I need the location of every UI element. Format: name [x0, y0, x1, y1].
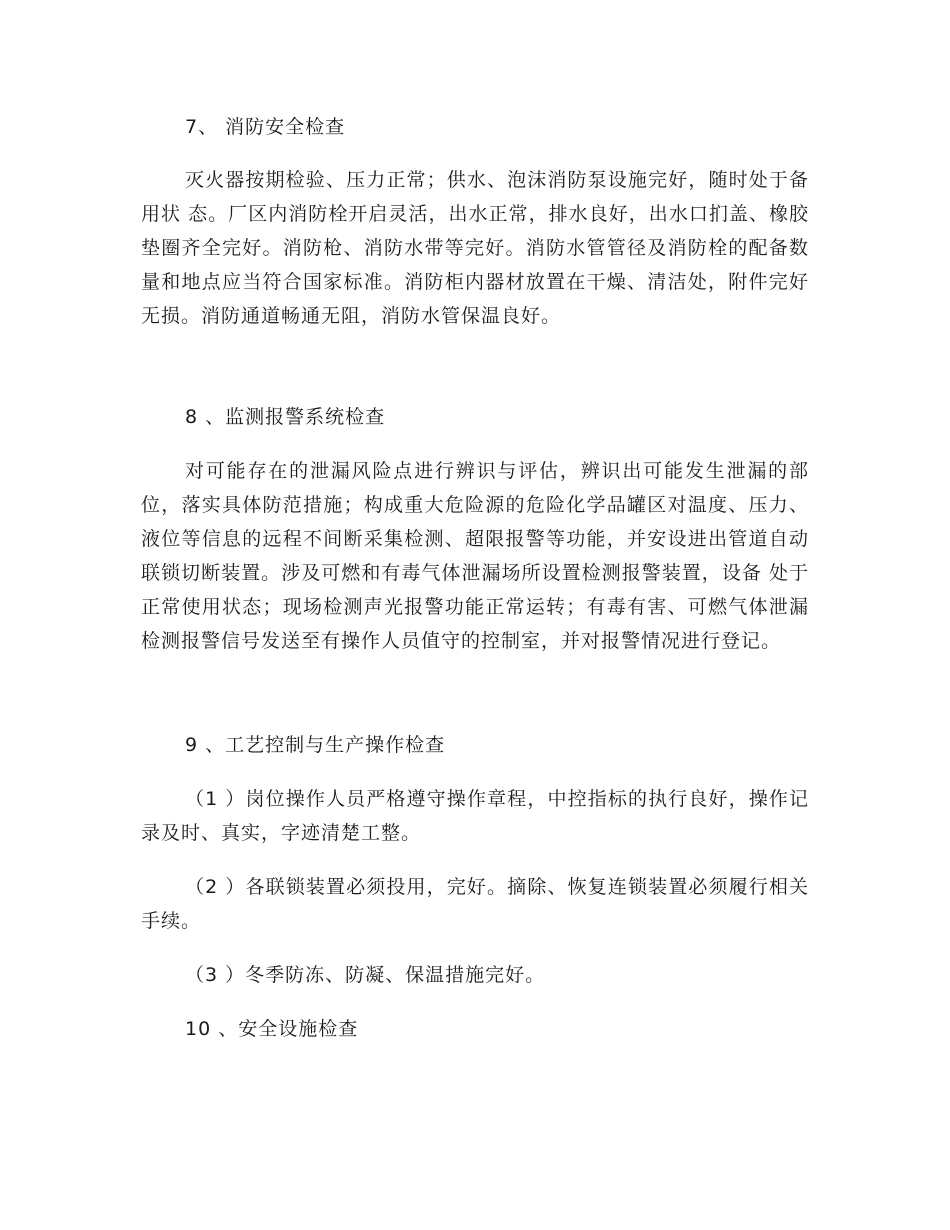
- section-8-heading: 8 、监测报警系统检查: [185, 406, 386, 428]
- section-10-heading: 10 、安全设施检查: [185, 1018, 359, 1040]
- section-9-heading: 9 、工艺控制与生产操作检查: [185, 734, 446, 756]
- section-9-item-2: （2 ）各联锁装置必须投用，完好。摘除、恢复连锁装置必须履行相关手续。: [141, 876, 809, 932]
- section-8-paragraph: 对可能存在的泄漏风险点进行辨识与评估，辨识出可能发生泄漏的部位，落实具体防范措施；构成重大危险源的危险化学品罐区对温度、压力、液位等信息的远程不间断采集检测、超限报警等功能，并安设进出管道自动联锁切断装置。涉及可燃和有毒气体泄漏场所设置检测报警装置，设备 处于正常使用状态；现场检测声光报警功能正常运转；有毒有害、可燃气体泄漏检测报警信号发送至有操作人员值守的控制室，并对报警情况进行登记。: [141, 460, 809, 652]
- section-7-heading: 7、 消防安全检查: [185, 116, 346, 138]
- section-9-item-3: （3 ）冬季防冻、防凝、保温措施完好。: [185, 964, 546, 986]
- section-9-item-1: （1 ）岗位操作人员严格遵守操作章程，中控指标的执行良好，操作记录及时、真实，字迹清楚工整。: [141, 788, 809, 844]
- section-7-paragraph: 灭火器按期检验、压力正常；供水、泡沫消防泵设施完好，随时处于备用状 态。厂区内消防栓开启灵活，出水正常，排水良好，出水口扪盖、橡胶垫圈齐全完好。消防枪、消防水带等完好。消防水管管径及消防栓的配备数量和地点应当符合国家标准。消防柜内器材放置在干燥、清洁处，附件完好无损。消防通道畅通无阻，消防水管保温良好。: [141, 169, 809, 327]
